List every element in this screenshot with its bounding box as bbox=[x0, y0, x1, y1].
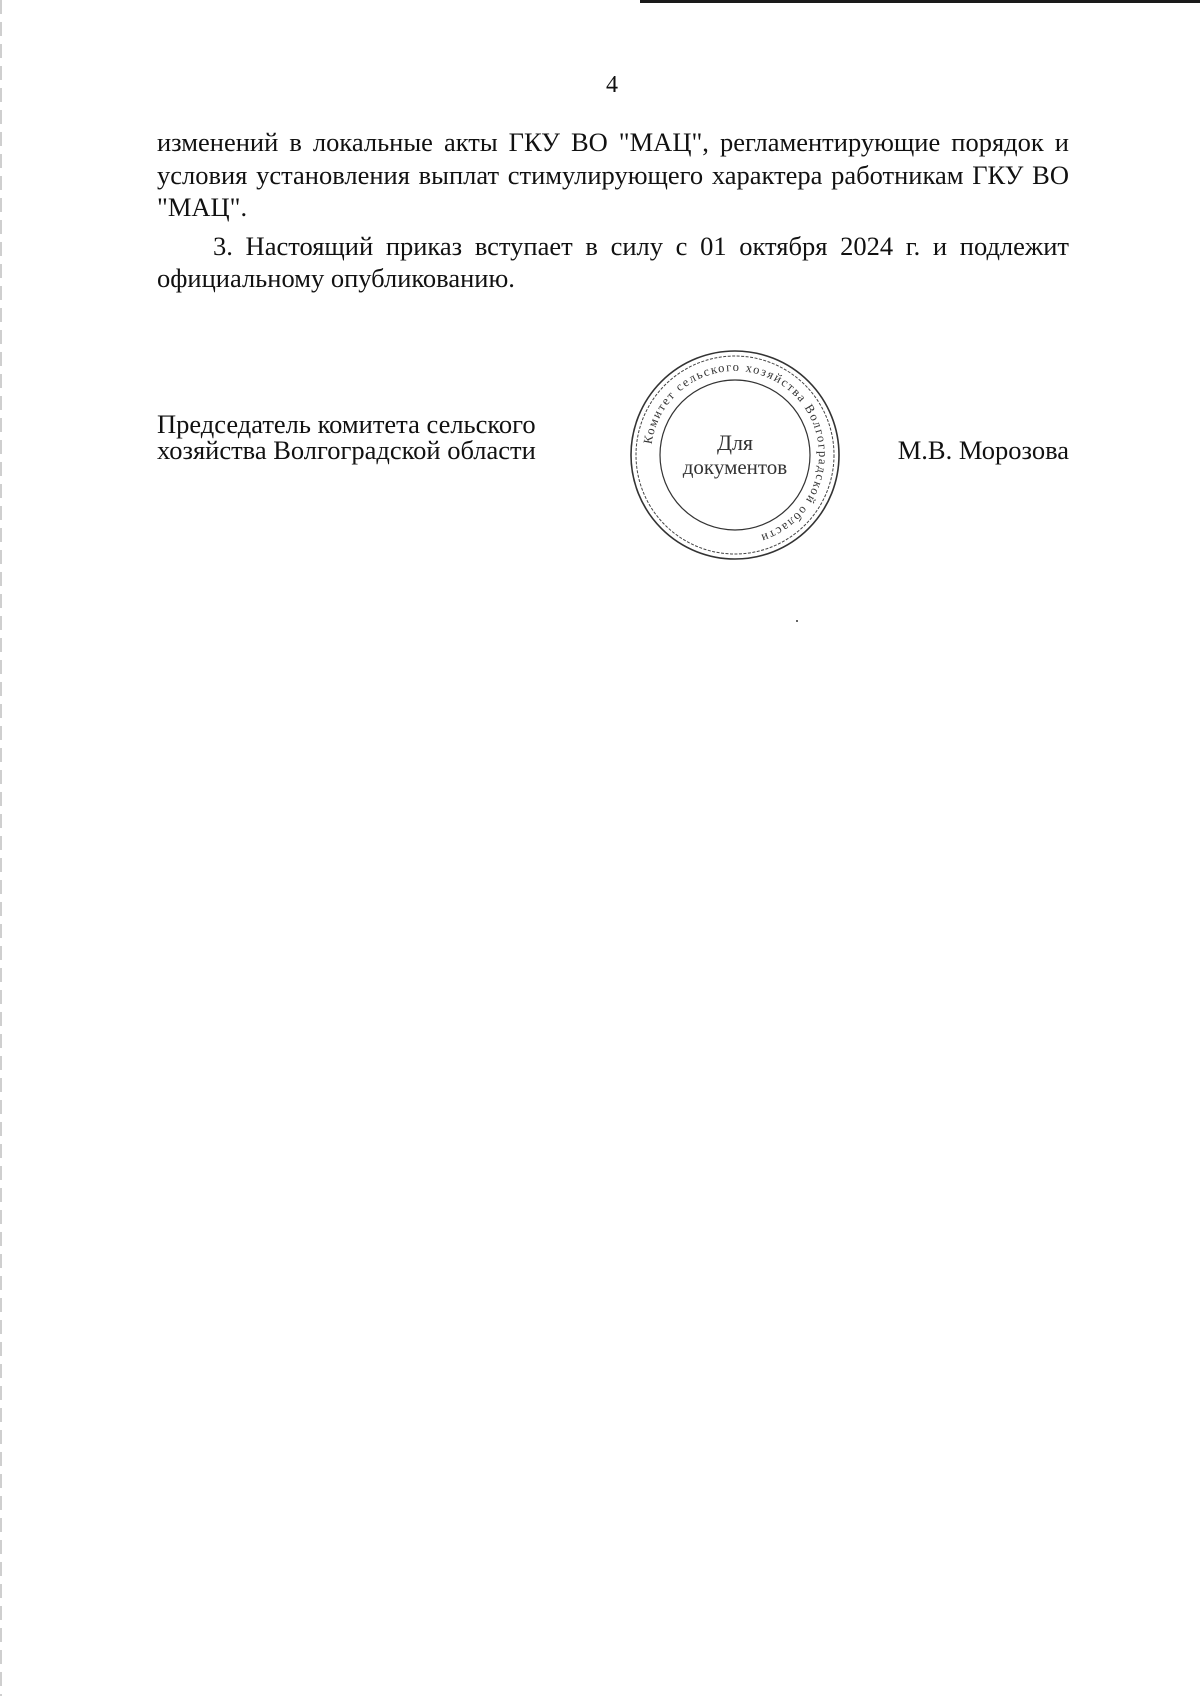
scan-left-edge bbox=[0, 0, 2, 1696]
official-seal bbox=[626, 346, 844, 564]
paragraph-continuation: изменений в локальные акты ГКУ ВО "МАЦ", регламентирующие порядок и условия установления выплат стимулирующего характера работникам ГКУ ВО "МАЦ". bbox=[157, 127, 1069, 222]
page-number: 4 bbox=[606, 72, 618, 98]
scan-top-border bbox=[640, 0, 1200, 3]
signer-position-line-2: хозяйства Волгоградской области bbox=[157, 435, 536, 465]
seal-ring-text: Комитет сельского хозяйства Волгоградской области bbox=[640, 359, 831, 546]
seal-graphic bbox=[626, 346, 844, 564]
scan-speck bbox=[796, 620, 798, 622]
document-body bbox=[157, 126, 1069, 295]
signer-position-line-1: Председатель комитета сельского bbox=[157, 409, 536, 439]
paragraph-3: 3. Настоящий приказ вступает в силу с 01 октября 2024 г. и подлежит официальному опубликованию. bbox=[157, 230, 1069, 293]
signer-position bbox=[157, 411, 536, 463]
signer-name: М.В. Морозова bbox=[897, 435, 1069, 465]
seal-center-line-2: документов bbox=[682, 455, 788, 479]
seal-center-line-1: Для bbox=[716, 430, 754, 455]
